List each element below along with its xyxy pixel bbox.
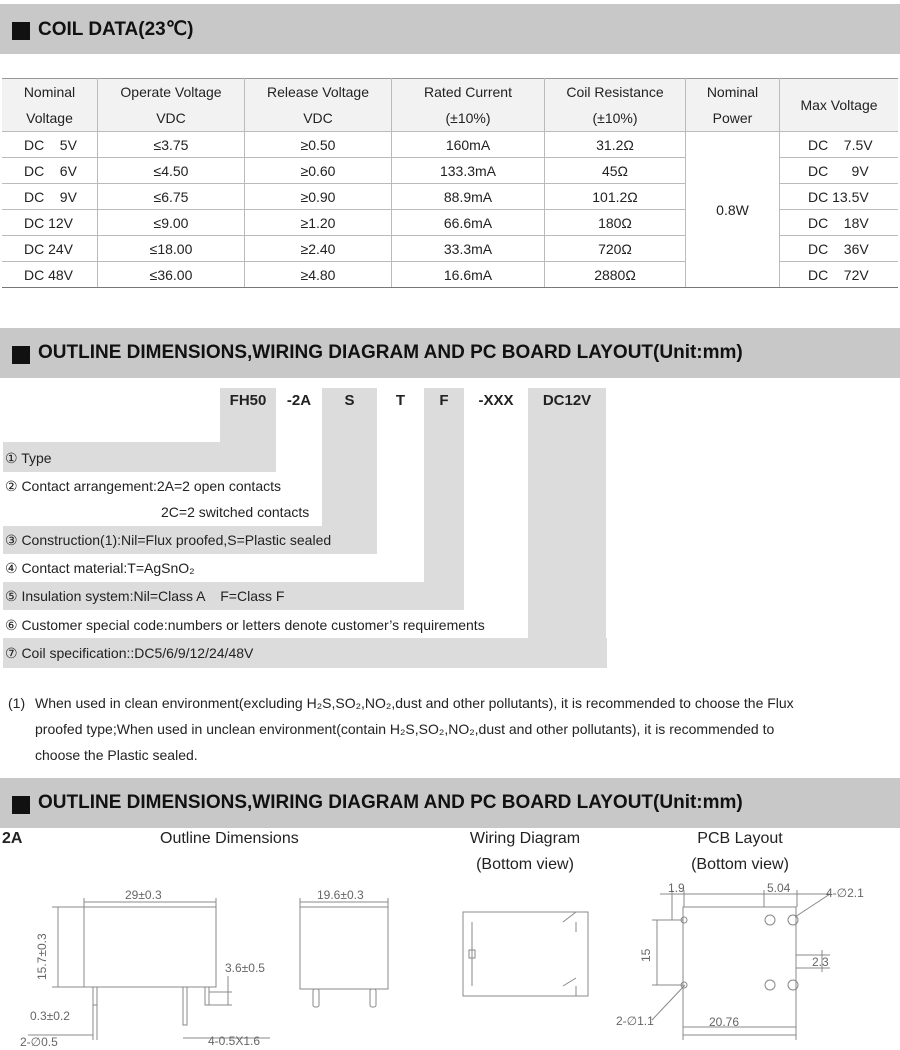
relay-front-outline (84, 907, 216, 987)
cell-resistance: 101.2Ω (545, 184, 686, 210)
code-box-coil (528, 388, 606, 668)
order-line-special: ⑥ Customer special code:numbers or letters denote customer’s requirements (5, 617, 485, 633)
cell-max: DC 18V (780, 210, 899, 236)
header-line: Coil Resistance (566, 84, 664, 100)
dim-pcb-small-holes: 2-∅1.1 (616, 1014, 654, 1028)
cell-operate: ≤3.75 (98, 132, 245, 158)
drawings-header (0, 778, 900, 828)
construction-note (8, 690, 848, 768)
cell-max: DC 72V (780, 262, 899, 288)
cell-current: 88.9mA (392, 184, 545, 210)
ordering-header (0, 328, 900, 378)
dim-offset: 0.3±0.2 (30, 1009, 70, 1023)
cell-current: 16.6mA (392, 262, 545, 288)
header-line: Rated Current (424, 84, 512, 100)
dim-height: 15.7±0.3 (35, 933, 49, 980)
code-box-insulation (424, 388, 464, 610)
code-insulation: F (439, 392, 449, 409)
note-line: proofed type;When used in unclean environment(contain H₂S,SO₂,NO₂,dust and other pollutants), it is recommended to (35, 721, 775, 737)
code-material: T (395, 392, 406, 409)
cell-nominal: DC 6V (2, 158, 98, 184)
square-bullet-icon (12, 346, 30, 364)
header-line: Release Voltage (267, 84, 369, 100)
order-line-arrangement-2: 2C=2 switched contacts (161, 504, 310, 520)
note-line: choose the Plastic sealed. (35, 747, 198, 763)
col-release-voltage (245, 79, 392, 132)
code-construction: S (344, 392, 355, 409)
dim-pin-diameter: 2-∅0.5 (20, 1035, 58, 1049)
cell-current: 33.3mA (392, 236, 545, 262)
variant-label: 2A (2, 830, 23, 847)
cell-max: DC 9V (780, 158, 899, 184)
col-rated-current (392, 79, 545, 132)
code-special: -XXX (478, 392, 514, 409)
coil-data-table (2, 78, 898, 288)
header-line: Nominal (23, 84, 76, 100)
cell-resistance: 2880Ω (545, 262, 686, 288)
outline-title: Outline Dimensions (160, 830, 299, 847)
dim-width: 29±0.3 (125, 888, 162, 902)
table-row (2, 132, 898, 158)
cell-operate: ≤4.50 (98, 158, 245, 184)
cell-operate: ≤18.00 (98, 236, 245, 262)
cell-current: 133.3mA (392, 158, 545, 184)
cell-release: ≥0.60 (245, 158, 392, 184)
col-operate-voltage (98, 79, 245, 132)
order-line-construction: ③ Construction(1):Nil=Flux proofed,S=Plastic sealed (5, 532, 332, 548)
wiring-title-line: (Bottom view) (476, 856, 574, 873)
table-header-row (2, 79, 898, 132)
cell-release: ≥4.80 (245, 262, 392, 288)
col-max-voltage (780, 79, 899, 132)
pcb-title (675, 826, 805, 878)
cell-release: ≥1.20 (245, 210, 392, 236)
cell-max: DC 7.5V (780, 132, 899, 158)
col-nominal-voltage (2, 79, 98, 132)
dim-pcb-1-9: 1.9 (668, 881, 685, 895)
code-box-construction (322, 388, 377, 554)
dim-pcb-15: 15 (639, 948, 653, 962)
cell-current: 66.6mA (392, 210, 545, 236)
wiring-title (455, 826, 595, 878)
cell-resistance: 31.2Ω (545, 132, 686, 158)
pcb-title-line: (Bottom view) (691, 856, 789, 873)
cell-nominal: DC 48V (2, 262, 98, 288)
cell-nominal: DC 12V (2, 210, 98, 236)
cell-operate: ≤6.75 (98, 184, 245, 210)
cell-release: ≥0.50 (245, 132, 392, 158)
header-line: Nominal (706, 84, 759, 100)
dim-pcb-2-3: 2.3 (812, 955, 829, 969)
dim-pcb-5-04: 5.04 (767, 881, 791, 895)
relay-side-outline (300, 907, 388, 989)
square-bullet-icon (12, 22, 30, 40)
dim-pcb-20-76: 20.76 (709, 1015, 740, 1029)
order-line-material: ④ Contact material:T=AgSnO₂ (5, 560, 195, 576)
wiring-box (463, 912, 588, 996)
header-line: Operate Voltage (120, 84, 222, 100)
code-coil: DC12V (542, 392, 592, 409)
cell-nominal: DC 24V (2, 236, 98, 262)
cell-nominal: DC 9V (2, 184, 98, 210)
cell-nominal-power: 0.8W (686, 132, 780, 288)
coil-data-header (0, 4, 900, 54)
dim-pin-size: 4-0.5X1.6 (208, 1034, 261, 1048)
header-line: Voltage (26, 110, 73, 126)
code-type: FH50 (229, 392, 267, 409)
header-line: (±10%) (592, 110, 638, 126)
cell-resistance: 720Ω (545, 236, 686, 262)
pcb-title-line: PCB Layout (697, 830, 783, 847)
header-line: Max Voltage (800, 97, 878, 113)
order-line-type: ① Type (5, 450, 52, 466)
code-arrangement: -2A (286, 392, 312, 409)
drawings-canvas (0, 880, 900, 1050)
cell-nominal: DC 5V (2, 132, 98, 158)
header-line: Power (712, 110, 753, 126)
pcb-outline (683, 907, 796, 1027)
order-line-insulation: ⑤ Insulation system:Nil=Class A F=Class F (5, 588, 285, 604)
note-line: When used in clean environment(excluding H₂S,SO₂,NO₂,dust and other pollutants), it is recommended to choose the Flux (35, 695, 794, 711)
dim-depth: 19.6±0.3 (317, 888, 364, 902)
wiring-title-line: Wiring Diagram (469, 830, 581, 847)
cell-current: 160mA (392, 132, 545, 158)
header-line: VDC (303, 110, 333, 126)
dim-pin-length: 3.6±0.5 (225, 961, 265, 975)
cell-max: DC 13.5V (780, 184, 899, 210)
square-bullet-icon (12, 796, 30, 814)
section-title: OUTLINE DIMENSIONS,WIRING DIAGRAM AND PC BOARD LAYOUT(Unit:mm) (38, 792, 743, 813)
section-title: COIL DATA(23℃) (38, 19, 194, 40)
order-line-coil: ⑦ Coil specification::DC5/6/9/12/24/48V (5, 645, 254, 661)
col-coil-resistance (545, 79, 686, 132)
cell-operate: ≤36.00 (98, 262, 245, 288)
note-number: (1) (8, 695, 26, 711)
cell-max: DC 36V (780, 236, 899, 262)
cell-operate: ≤9.00 (98, 210, 245, 236)
cell-resistance: 45Ω (545, 158, 686, 184)
order-line-arrangement: ② Contact arrangement:2A=2 open contacts (5, 478, 281, 494)
col-nominal-power (686, 79, 780, 132)
dim-pcb-holes: 4-∅2.1 (826, 886, 864, 900)
cell-release: ≥2.40 (245, 236, 392, 262)
section-title: OUTLINE DIMENSIONS,WIRING DIAGRAM AND PC BOARD LAYOUT(Unit:mm) (38, 342, 743, 363)
cell-release: ≥0.90 (245, 184, 392, 210)
header-line: (±10%) (445, 110, 491, 126)
cell-resistance: 180Ω (545, 210, 686, 236)
header-line: VDC (156, 110, 186, 126)
